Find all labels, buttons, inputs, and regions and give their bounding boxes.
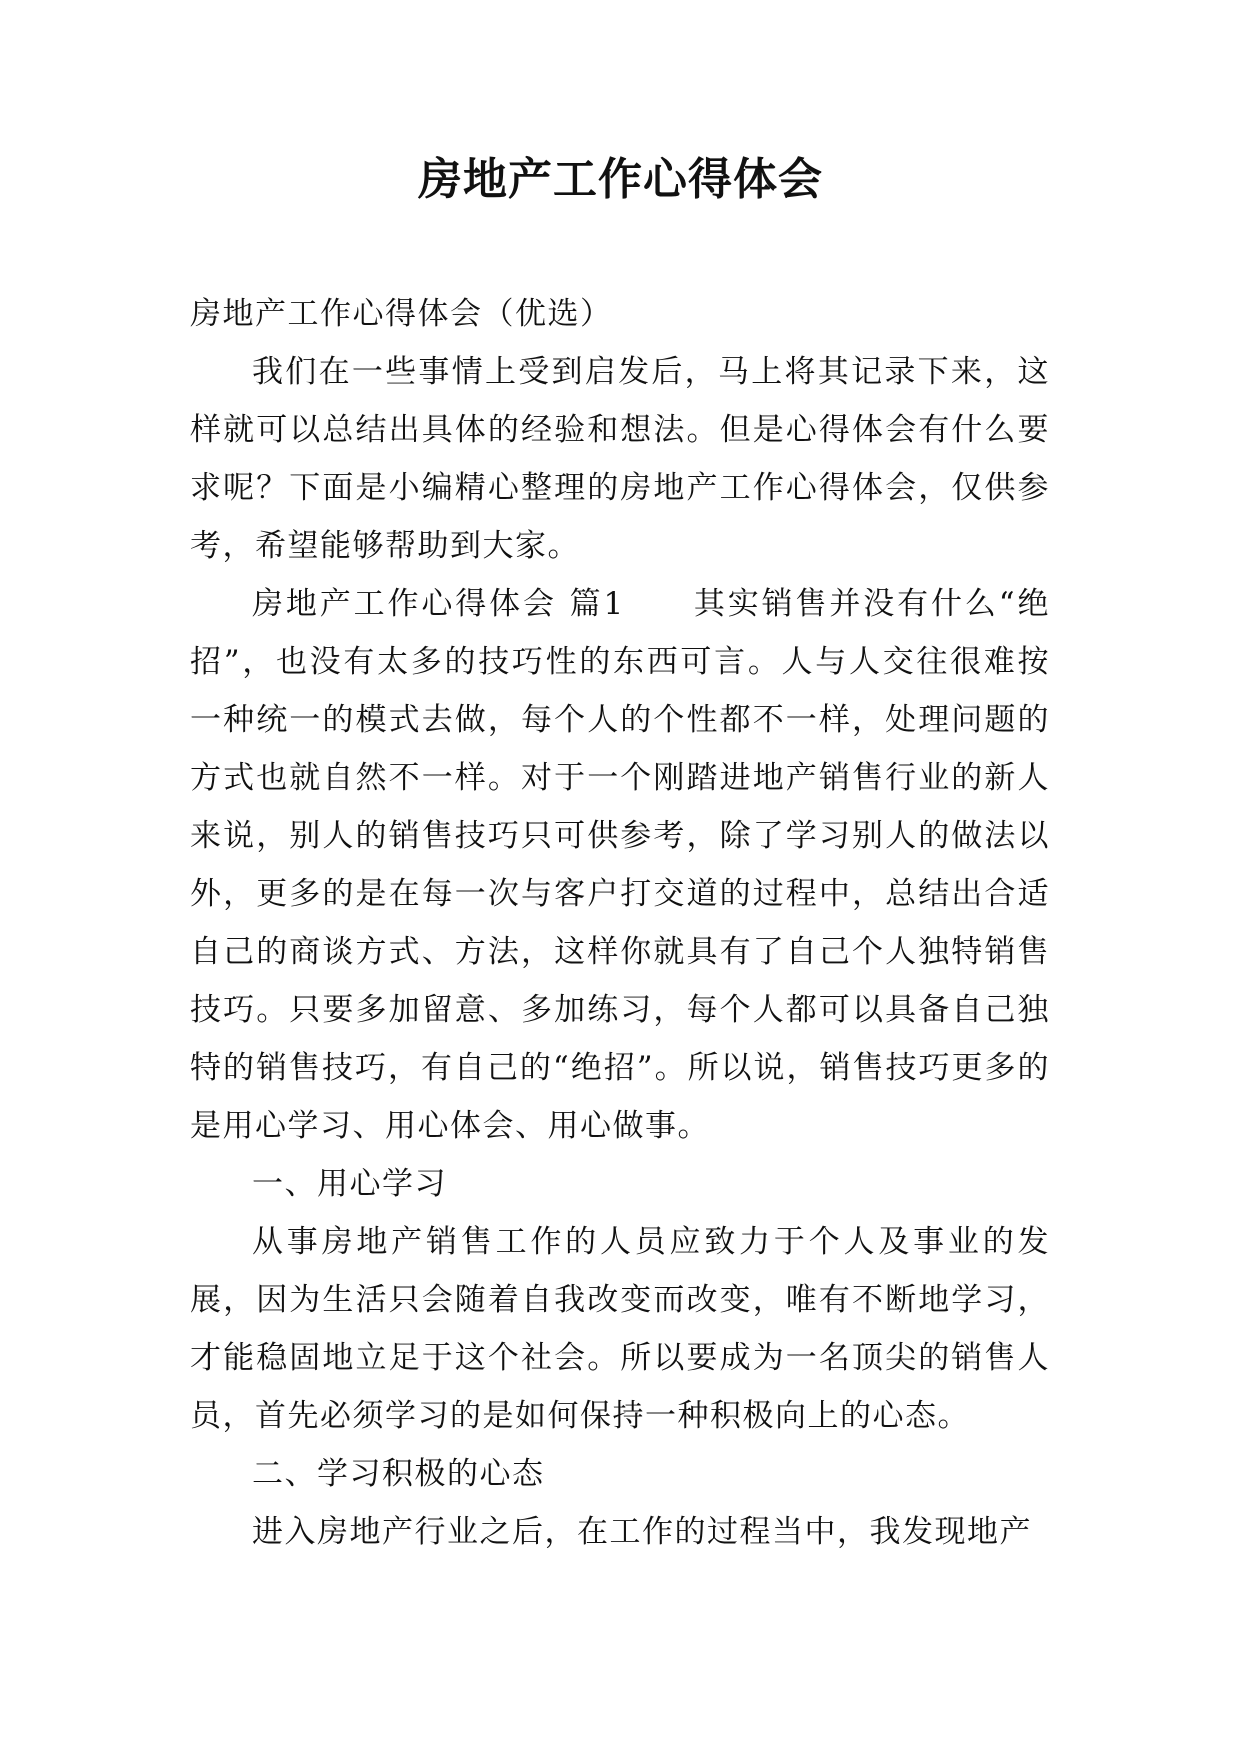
heading-positive-attitude: 二、学习积极的心态 xyxy=(252,1456,545,1492)
attitude-paragraph: 进入房地产行业之后，在工作的过程当中，我发现地产 xyxy=(252,1514,1032,1550)
study-paragraph: 从事房地产销售工作的人员应致力于个人及事业的发展，因为生活只会随着自我改变而改变，唯有不断地学习，才能稳固地立足于这个社会。所以要成为一名顶尖的销售人员，首先必须学习的是如何保持一种积极向上的心态。 xyxy=(190,1224,1050,1434)
document-subtitle: 房地产工作心得体会（优选） xyxy=(190,296,613,332)
intro-paragraph: 我们在一些事情上受到启发后，马上将其记录下来，这样就可以总结出具体的经验和想法。但是心得体会有什么要求呢？下面是小编精心整理的房地产工作心得体会，仅供参考，希望能够帮助到大家。 xyxy=(190,354,1050,564)
document-title: 房地产工作心得体会 xyxy=(418,154,823,205)
heading-study-with-heart: 一、用心学习 xyxy=(252,1166,447,1202)
section-1-paragraph: 房地产工作心得体会 篇1 其实销售并没有什么“绝招”，也没有太多的技巧性的东西可言。人与人交往很难按一种统一的模式去做，每个人的个性都不一样，处理问题的方式也就自然不一样。对于一个刚踏进地产销售行业的新人来说，别人的销售技巧只可供参考，除了学习别人的做法以外，更多的是在每一次与客户打交道的过程中，总结出合适自己的商谈方式、方法，这样你就具有了自己个人独特销售技巧。只要多加留意、多加练习，每个人都可以具备自己独特的销售技巧，有自己的“绝招”。所以说，销售技巧更多的是用心学习、用心体会、用心做事。 xyxy=(190,586,1050,1144)
document-body xyxy=(190,285,1050,1561)
